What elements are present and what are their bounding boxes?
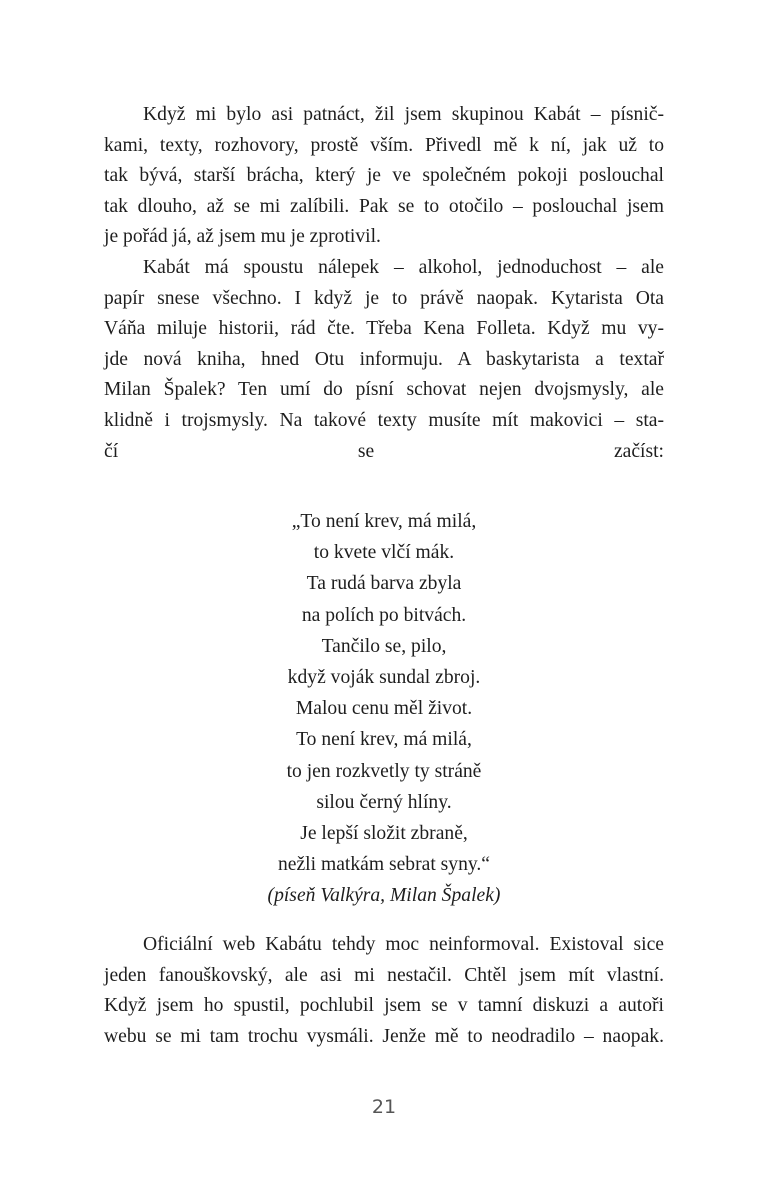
- song-quote: [104, 506, 664, 911]
- text-line: čí se začíst:: [104, 440, 664, 462]
- verse-line: to jen rozkvetly ty stráně: [286, 760, 482, 782]
- text-line: jde nová kniha, hned Otu informuju. A baskytarista a textař: [104, 348, 664, 370]
- text-line: tak bývá, starší brácha, který je ve společném pokoji poslouchal: [104, 165, 664, 187]
- text-line: Váňa miluje historii, rád čte. Třeba Kena Folleta. Když mu vy-: [104, 318, 664, 340]
- verse-line: Malou cenu měl život.: [295, 698, 473, 720]
- text-line: Milan Špalek? Ten umí do písní schovat nejen dvojsmysly, ale: [104, 379, 664, 401]
- page-number: 21: [371, 1096, 397, 1118]
- verse-line: na polích po bitvách.: [301, 604, 467, 626]
- text-line: kami, texty, rozhovory, prostě vším. Přivedl mě k ní, jak už to: [104, 134, 664, 156]
- text-line: webu se mi tam trochu vysmáli. Jenže mě to neodradilo – naopak.: [104, 1025, 664, 1047]
- text-line: Kabát má spoustu nálepek – alkohol, jednoduchost – ale: [143, 257, 664, 278]
- verse-line: Je lepší složit zbraně,: [300, 822, 468, 844]
- text-line: je pořád já, až jsem mu je zprotivil.: [104, 226, 381, 248]
- text-line: [104, 467, 664, 498]
- text-line: tak dlouho, až se mi zalíbili. Pak se to otočilo – poslouchal jsem: [104, 195, 664, 217]
- paragraph-1: [104, 100, 664, 253]
- song-source: (píseň Valkýra, Milan Špalek): [267, 885, 501, 907]
- text-line: jeden fanouškovský, ale asi mi nestačil. Chtěl jsem mít vlastní.: [104, 964, 664, 986]
- text-line: Když mi bylo asi patnáct, žil jsem skupinou Kabát – písnič-: [143, 104, 664, 125]
- verse-line: silou černý hlíny.: [316, 791, 452, 813]
- text-line: Když jsem ho spustil, pochlubil jsem se v tamní diskuzi a autoři: [104, 995, 664, 1017]
- verse-line: Tančilo se, pilo,: [321, 635, 447, 657]
- verse-line: to kvete vlčí mák.: [313, 542, 455, 564]
- paragraph-2: [104, 253, 664, 498]
- verse-line: „To není krev, má milá,: [291, 511, 477, 532]
- verse-line: nežli matkám sebrat syny.“: [277, 854, 490, 876]
- verse-line: Ta rudá barva zbyla: [306, 573, 462, 595]
- text-line: Oficiální web Kabátu tehdy moc neinformoval. Existoval sice: [143, 934, 664, 955]
- verse-line: když voják sundal zbroj.: [287, 666, 481, 688]
- paragraph-3: [104, 930, 664, 1052]
- text-line: klidně i trojsmysly. Na takové texty musíte mít makovici – sta-: [104, 409, 664, 431]
- text-line: papír snese všechno. I když je to právě naopak. Kytarista Ota: [104, 287, 664, 309]
- verse-line: To není krev, má milá,: [296, 729, 472, 751]
